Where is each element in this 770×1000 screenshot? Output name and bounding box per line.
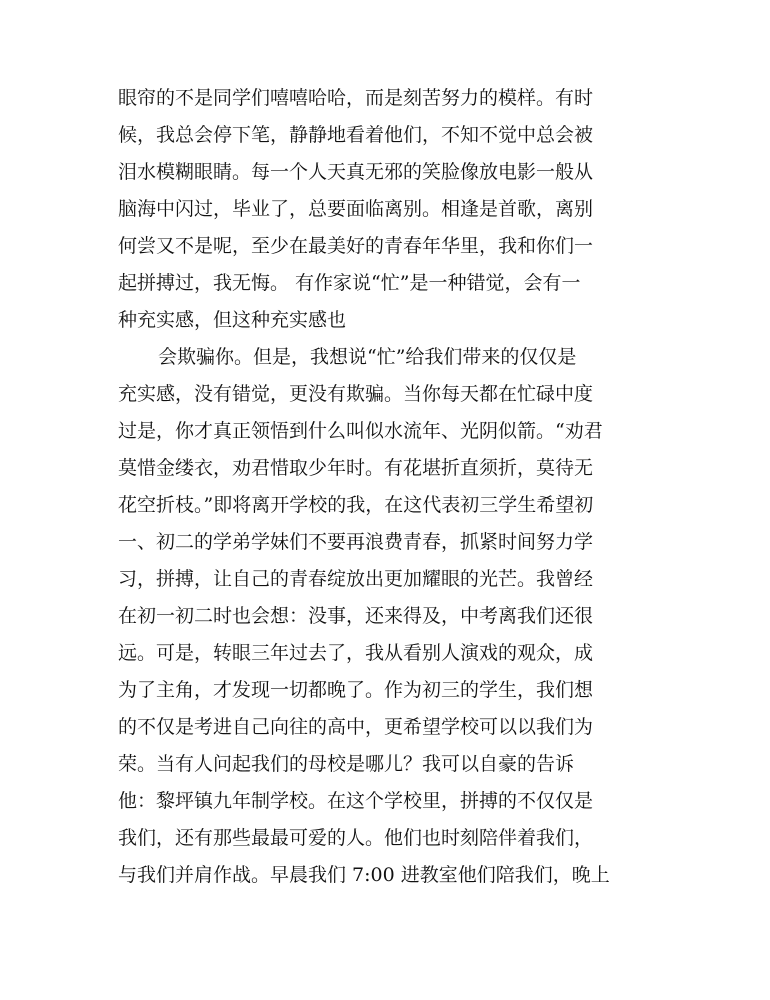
text-line: 为了主角，才发现一切都晚了。作为初三的学生，我们想 [118, 679, 594, 701]
text-line: 种充实感，但这种充实感也 [118, 309, 347, 331]
text-line: 习，拼搏，让自己的青春绽放出更加耀眼的光芒。我曾经 [118, 568, 594, 590]
text-line: 过是，你才真正领悟到什么叫似水流年、光阴似箭。“劝君 [118, 420, 603, 442]
text-line: 的不仅是考进自己向往的高中，更希望学校可以以我们为 [118, 716, 594, 738]
text-line: 泪水模糊眼睛。每一个人天真无邪的笑脸像放电影一般从 [118, 161, 594, 183]
text-line: 远。可是，转眼三年过去了，我从看别人演戏的观众，成 [118, 642, 594, 664]
paragraph-start-line: 会欺骗你。但是，我想说“忙”给我们带来的仅仅是 [158, 346, 577, 368]
text-line: 眼帘的不是同学们嘻嘻哈哈，而是刻苦努力的模样。有时 [118, 87, 594, 109]
text-line: 荣。当有人问起我们的母校是哪儿？我可以自豪的告诉 [118, 753, 575, 775]
text-line: 起拼搏过，我无悔。 有作家说“忙”是一种错觉，会有一 [118, 272, 581, 294]
text-line: 莫惜金缕衣，劝君惜取少年时。有花堪折直须折，莫待无 [118, 457, 594, 479]
text-line: 脑海中闪过，毕业了，总要面临离别。相逢是首歌，离别 [118, 198, 594, 220]
text-line: 一、初二的学弟学妹们不要再浪费青春，抓紧时间努力学 [118, 531, 594, 553]
text-line: 在初一初二时也会想：没事，还来得及，中考离我们还很 [118, 605, 594, 627]
text-line: 花空折枝。”即将离开学校的我，在这代表初三学生希望初 [118, 494, 594, 516]
body-text [118, 80, 678, 894]
text-line: 充实感，没有错觉，更没有欺骗。当你每天都在忙碌中度 [118, 383, 594, 405]
text-line: 候，我总会停下笔，静静地看着他们，不知不觉中总会被 [118, 124, 594, 146]
text-line: 与我们并肩作战。早晨我们 7:00 进教室他们陪我们，晚上 [118, 864, 610, 886]
text-line: 何尝又不是呢，至少在最美好的青春年华里，我和你们一 [118, 235, 594, 257]
text-line: 我们，还有那些最最可爱的人。他们也时刻陪伴着我们， [118, 827, 594, 849]
text-line: 他：黎坪镇九年制学校。在这个学校里，拼搏的不仅仅是 [118, 790, 594, 812]
